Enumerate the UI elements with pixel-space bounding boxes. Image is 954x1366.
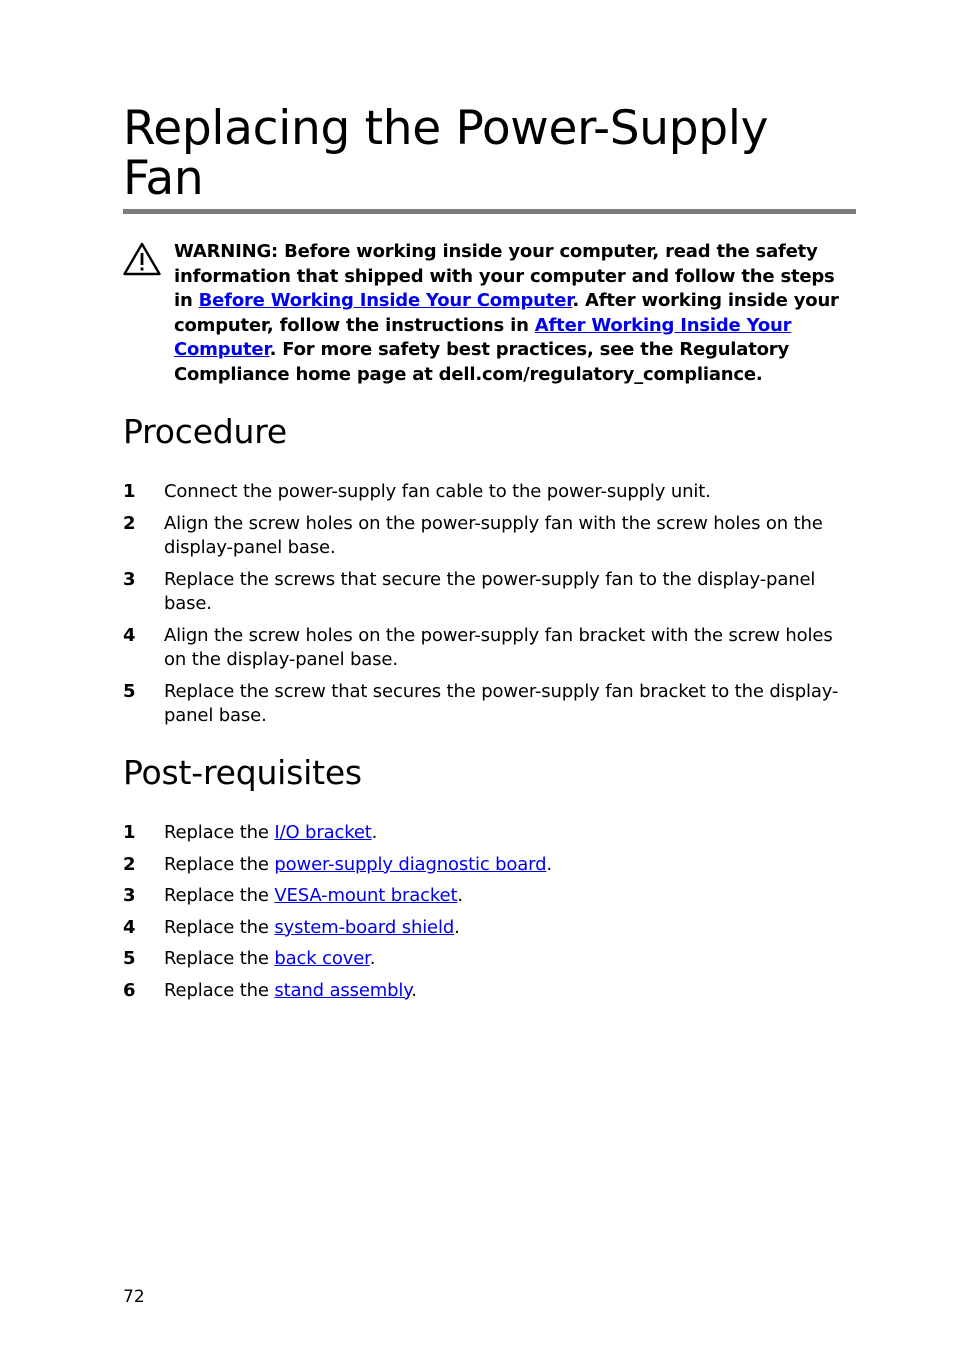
step-suffix: . [546,853,552,875]
step-suffix: . [454,916,460,938]
step-prefix: Replace the [164,948,275,969]
step-suffix: . [369,948,376,969]
postrequisite-step [123,821,855,846]
step-prefix: Replace the [164,916,275,938]
step-number: 2 [123,512,136,534]
step-number: 2 [123,853,136,875]
postrequisite-step [123,947,855,972]
title-rule [123,209,856,214]
warning-label: WARNING: Before working inside your computer, read the safety information that shipped with your computer and follow the steps in [174,241,835,312]
before-working-link[interactable]: Before Working Inside Your Computer [198,290,573,312]
system-board-shield-link[interactable]: system-board shield [274,916,455,938]
step-number: 1 [123,822,136,843]
step-number: 6 [123,979,136,1001]
warning-icon [123,242,161,276]
postrequisite-step [123,979,855,1004]
postrequisite-step [123,916,855,941]
after-working-link[interactable]: After Working Inside Your Computer [174,314,792,361]
power-supply-diagnostic-board-link[interactable]: power-supply diagnostic board [274,853,547,875]
back-cover-link[interactable]: back cover [274,948,370,969]
procedure-step [123,680,855,729]
step-number: 4 [123,624,136,646]
procedure-step [123,624,855,673]
vesa-mount-bracket-link[interactable]: VESA-mount bracket [274,885,458,906]
step-text: Connect the power-supply fan cable to the power-supply unit. [164,481,711,502]
step-suffix: . [411,979,417,1001]
warning-text [174,240,855,388]
warning-end: . For more safety best practices, see the Regulatory Compliance home page at dell.com/regulatory_compliance. [174,339,790,385]
stand-assembly-link[interactable]: stand assembly [274,979,412,1001]
warning-mid: . After working inside your computer, follow the instructions in [174,290,839,336]
step-text: Replace the screws that secure the power-supply fan to the display-panel base. [164,568,816,614]
procedure-step [123,512,855,561]
page-title: Replacing the Power-Supply Fan [123,101,769,206]
postrequisite-step [123,853,855,878]
step-number: 3 [123,885,136,906]
procedure-step [123,568,855,617]
step-number: 3 [123,568,136,590]
step-number: 1 [123,481,136,502]
procedure-step [123,480,855,505]
step-suffix: . [457,885,463,906]
step-number: 5 [123,680,136,702]
postrequisite-step [123,884,855,909]
step-prefix: Replace the [164,853,275,875]
step-prefix: Replace the [164,979,275,1001]
step-text: Align the screw holes on the power-supply fan bracket with the screw holes on the display-panel base. [164,624,833,670]
page-number: 72 [123,1287,145,1307]
procedure-list [123,480,855,736]
postrequisites-heading: Post-requisites [123,753,362,792]
step-suffix: . [371,822,378,843]
step-number: 5 [123,948,136,969]
step-text: Replace the screw that secures the power-supply fan bracket to the display-panel base. [164,680,839,726]
io-bracket-link[interactable]: I/O bracket [274,822,372,843]
step-text: Align the screw holes on the power-supply fan with the screw holes on the display-panel base. [164,512,823,558]
step-prefix: Replace the [164,822,275,843]
step-prefix: Replace the [164,885,275,906]
step-number: 4 [123,916,136,938]
procedure-heading: Procedure [123,412,288,451]
postrequisites-list [123,821,855,1010]
